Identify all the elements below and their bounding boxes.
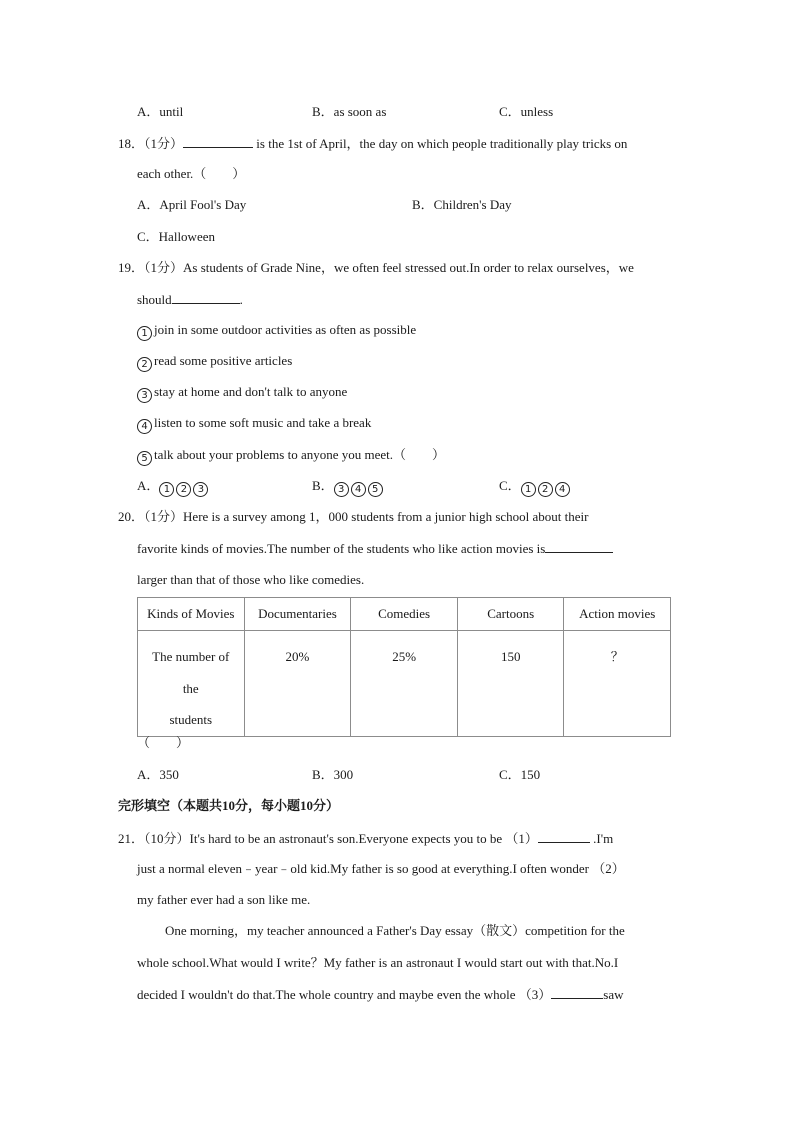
q20-stem-line3: larger than that of those who like comedies. bbox=[137, 572, 365, 587]
q21-line6 bbox=[137, 986, 623, 1003]
item-text: listen to some soft music and take a break bbox=[154, 415, 372, 430]
circled-number: 1 bbox=[521, 482, 536, 497]
option-letter: B． bbox=[312, 478, 334, 493]
q19-stem-line1 bbox=[118, 260, 634, 276]
q19-item-3 bbox=[137, 384, 347, 403]
answer-blank[interactable] bbox=[172, 291, 240, 304]
circled-number: 3 bbox=[193, 482, 208, 497]
q19-item-4 bbox=[137, 415, 371, 434]
table-row bbox=[138, 631, 671, 737]
cell-value: 25% bbox=[392, 649, 417, 664]
row-label-line: students bbox=[169, 712, 213, 727]
item-text: read some positive articles bbox=[154, 353, 293, 368]
cell-value: ？ bbox=[610, 649, 624, 664]
table-cell bbox=[564, 631, 671, 737]
q19-should: should bbox=[137, 292, 172, 307]
q21-line4: One morning，my teacher announced a Father's Day essay（散文）competition for the bbox=[165, 923, 625, 938]
q19-stem-line2 bbox=[137, 291, 243, 308]
q17-option-b[interactable] bbox=[312, 104, 386, 120]
option-text: as soon as bbox=[333, 104, 387, 119]
q21-text: It's hard to be an astronaut's son.Everyone expects you to be （1） bbox=[189, 831, 538, 846]
q19-option-c[interactable] bbox=[499, 478, 572, 497]
table-header-cell: Documentaries bbox=[244, 598, 351, 631]
option-letter: A． bbox=[137, 478, 160, 493]
option-letter: B． bbox=[412, 197, 434, 212]
option-letter: B． bbox=[312, 767, 334, 782]
q20-stem-line2 bbox=[137, 540, 613, 557]
circled-number: 5 bbox=[368, 482, 383, 497]
table-cell bbox=[351, 631, 458, 737]
row-label-line: The number of bbox=[152, 649, 230, 664]
q19-text: As students of Grade Nine，we often feel stressed out.In order to relax ourselves，we bbox=[183, 260, 634, 275]
question-number: 20． bbox=[118, 509, 145, 524]
q20-option-b[interactable] bbox=[312, 767, 353, 783]
answer-blank[interactable] bbox=[183, 135, 253, 148]
option-text: April Fool's Day bbox=[159, 197, 247, 212]
q17-option-c[interactable] bbox=[499, 104, 553, 120]
table-header-cell: Comedies bbox=[351, 598, 458, 631]
table-cell bbox=[244, 631, 351, 737]
q18-stem-line1 bbox=[118, 135, 627, 152]
table-header-cell: Action movies bbox=[564, 598, 671, 631]
q19-item-2 bbox=[137, 353, 292, 372]
circled-number: 4 bbox=[555, 482, 570, 497]
option-text: 150 bbox=[520, 767, 541, 782]
q20-stem-line1 bbox=[118, 509, 588, 525]
item-text: join in some outdoor activities as often as possible bbox=[154, 322, 417, 337]
question-score: （10分） bbox=[144, 831, 190, 846]
option-letter: C． bbox=[137, 229, 159, 244]
q19-item-5 bbox=[137, 447, 445, 466]
option-letter: C． bbox=[499, 478, 521, 493]
question-score: （1分） bbox=[144, 509, 184, 524]
answer-blank[interactable] bbox=[538, 830, 590, 843]
table-row-label bbox=[138, 631, 245, 737]
circled-number: 2 bbox=[137, 357, 152, 372]
q19-option-b[interactable] bbox=[312, 478, 385, 497]
circled-number: 4 bbox=[351, 482, 366, 497]
question-score: （1分） bbox=[144, 260, 184, 275]
option-text: unless bbox=[520, 104, 554, 119]
option-text: 350 bbox=[159, 767, 179, 782]
circled-number: 1 bbox=[159, 482, 174, 497]
circled-number: 3 bbox=[334, 482, 349, 497]
option-letter: A． bbox=[137, 197, 160, 212]
cell-value: 150 bbox=[500, 649, 521, 664]
table-header-cell: Cartoons bbox=[457, 598, 564, 631]
q18-text: is the 1st of April，the day on which people traditionally play tricks on bbox=[256, 136, 628, 151]
circled-number: 4 bbox=[137, 419, 152, 434]
option-letter: A． bbox=[137, 767, 160, 782]
circled-number: 3 bbox=[137, 388, 152, 403]
survey-table bbox=[137, 597, 671, 737]
answer-blank[interactable] bbox=[551, 986, 603, 999]
option-letter: B． bbox=[312, 104, 334, 119]
question-number: 18． bbox=[118, 136, 145, 151]
option-text: 300 bbox=[333, 767, 354, 782]
q21-text: decided I wouldn't do that.The whole country and maybe even the whole （3） bbox=[137, 987, 552, 1002]
q19-period: . bbox=[239, 292, 243, 307]
question-number: 21． bbox=[118, 831, 145, 846]
item-text: stay at home and don't talk to anyone bbox=[154, 384, 348, 399]
question-number: 19． bbox=[118, 260, 145, 275]
q21-line5: whole school.What would I write？My father is an astronaut I would start out with that.No.I bbox=[137, 955, 619, 970]
option-text: Halloween bbox=[158, 229, 215, 244]
q19-item-1 bbox=[137, 322, 416, 341]
q21-text: saw bbox=[603, 987, 624, 1002]
q20-paren: （ ） bbox=[137, 735, 190, 750]
q20-option-c[interactable] bbox=[499, 767, 540, 783]
row-label-line: the bbox=[182, 680, 199, 696]
option-letter: A． bbox=[137, 104, 160, 119]
q17-option-a[interactable] bbox=[137, 104, 183, 120]
section-heading: 完形填空（本题共10分，每小题10分） bbox=[118, 798, 340, 813]
option-letter: C． bbox=[499, 767, 521, 782]
option-letter: C． bbox=[499, 104, 521, 119]
table-cell bbox=[457, 631, 564, 737]
q18-option-b[interactable] bbox=[412, 197, 511, 213]
option-text: Children's Day bbox=[433, 197, 512, 212]
option-text: until bbox=[159, 104, 184, 119]
q21-line2: just a normal eleven﹣year﹣old kid.My father is so good at everything.I often wonder （2） bbox=[137, 861, 625, 876]
q18-stem-line2: each other.（ ） bbox=[137, 166, 246, 181]
table-header-row bbox=[138, 598, 671, 631]
q20-text: favorite kinds of movies.The number of the students who like action movies is bbox=[137, 541, 546, 556]
q20-text: Here is a survey among 1，000 students from a junior high school about their bbox=[183, 509, 589, 524]
circled-number: 2 bbox=[176, 482, 191, 497]
answer-blank[interactable] bbox=[545, 540, 613, 553]
question-score: （1分） bbox=[144, 136, 184, 151]
q21-text: .I'm bbox=[593, 831, 614, 846]
q21-line1 bbox=[118, 830, 613, 847]
circled-number: 5 bbox=[137, 451, 152, 466]
circled-number: 1 bbox=[137, 326, 152, 341]
item-text: talk about your problems to anyone you meet.（ ） bbox=[154, 447, 446, 462]
q19-option-a[interactable] bbox=[137, 478, 210, 497]
circled-number: 2 bbox=[538, 482, 553, 497]
q18-option-c[interactable] bbox=[137, 229, 215, 245]
q20-option-a[interactable] bbox=[137, 767, 179, 783]
q18-option-a[interactable] bbox=[137, 197, 246, 213]
table-header-cell: Kinds of Movies bbox=[138, 598, 245, 631]
q21-line3: my father ever had a son like me. bbox=[137, 892, 311, 907]
cell-value: 20% bbox=[285, 649, 310, 664]
